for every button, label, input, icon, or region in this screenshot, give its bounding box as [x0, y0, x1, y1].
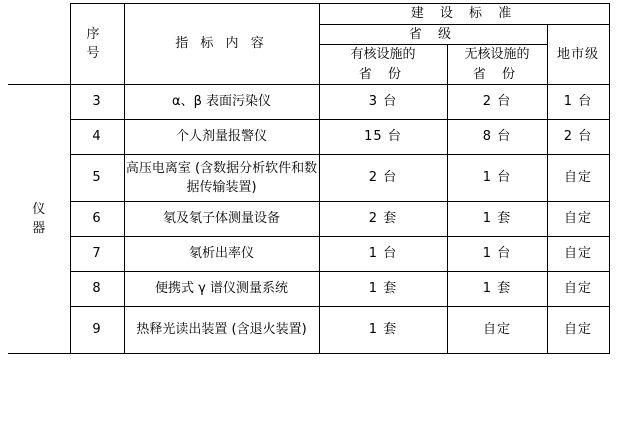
row-city: 自定	[547, 155, 609, 202]
row-no: 3	[70, 85, 124, 120]
row-prov-with-nuclear: 2 套	[319, 202, 447, 237]
header-province-without-nuclear-line2: 省 份	[472, 66, 522, 82]
header-province-with-nuclear-line2: 省 份	[358, 66, 408, 82]
category-instrument-char-2: 器	[32, 221, 46, 236]
row-no: 9	[70, 307, 124, 354]
table-header-row-1	[8, 4, 609, 25]
row-prov-without-nuclear: 2 台	[447, 85, 547, 120]
header-province-without-nuclear	[447, 45, 547, 85]
header-indicator-content: 指 标 内 容	[124, 4, 319, 85]
row-no: 6	[70, 202, 124, 237]
row-item: 热释光读出装置 (含退火装置)	[124, 307, 319, 354]
row-city: 自定	[547, 202, 609, 237]
row-item: α、β 表面污染仪	[124, 85, 319, 120]
row-no: 7	[70, 237, 124, 272]
row-prov-without-nuclear: 1 套	[447, 272, 547, 307]
row-city: 自定	[547, 237, 609, 272]
table-row	[8, 155, 609, 202]
row-prov-with-nuclear: 15 台	[319, 120, 447, 155]
table-row	[8, 272, 609, 307]
row-item: 氡及氡子体测量设备	[124, 202, 319, 237]
header-city-level: 地市级	[547, 24, 609, 85]
table-row	[8, 307, 609, 354]
header-province-with-nuclear	[319, 45, 447, 85]
header-blank-topleft	[8, 4, 70, 85]
row-prov-with-nuclear: 1 套	[319, 272, 447, 307]
header-construction-standard: 建 设 标 准	[319, 4, 609, 25]
category-instrument-char-1: 仪	[32, 201, 46, 217]
row-prov-with-nuclear: 1 台	[319, 237, 447, 272]
row-city: 自定	[547, 307, 609, 354]
row-prov-without-nuclear: 1 台	[447, 237, 547, 272]
row-no: 5	[70, 155, 124, 202]
table-row	[8, 120, 609, 155]
row-item: 便携式 γ 谱仪测量系统	[124, 272, 319, 307]
row-city: 自定	[547, 272, 609, 307]
row-no: 4	[70, 120, 124, 155]
row-item: 个人剂量报警仪	[124, 120, 319, 155]
row-prov-without-nuclear: 1 台	[447, 155, 547, 202]
document-page	[0, 3, 643, 432]
table-row	[8, 202, 609, 237]
header-province-with-nuclear-line1: 有核设施的	[350, 47, 416, 62]
table-row	[8, 237, 609, 272]
category-instrument	[8, 85, 70, 354]
row-prov-without-nuclear: 8 台	[447, 120, 547, 155]
specification-table	[8, 3, 610, 354]
header-seq-no: 序 号	[70, 4, 124, 85]
header-province-level: 省 级	[319, 24, 547, 45]
header-province-without-nuclear-line1: 无核设施的	[464, 47, 530, 62]
row-prov-without-nuclear: 1 套	[447, 202, 547, 237]
row-city: 1 台	[547, 85, 609, 120]
row-prov-with-nuclear: 3 台	[319, 85, 447, 120]
row-no: 8	[70, 272, 124, 307]
table-row	[8, 85, 609, 120]
row-city: 2 台	[547, 120, 609, 155]
row-item: 高压电离室 (含数据分析软件和数据传输装置)	[124, 155, 319, 202]
row-item: 氡析出率仪	[124, 237, 319, 272]
row-prov-with-nuclear: 2 台	[319, 155, 447, 202]
row-prov-with-nuclear: 1 套	[319, 307, 447, 354]
row-prov-without-nuclear: 自定	[447, 307, 547, 354]
